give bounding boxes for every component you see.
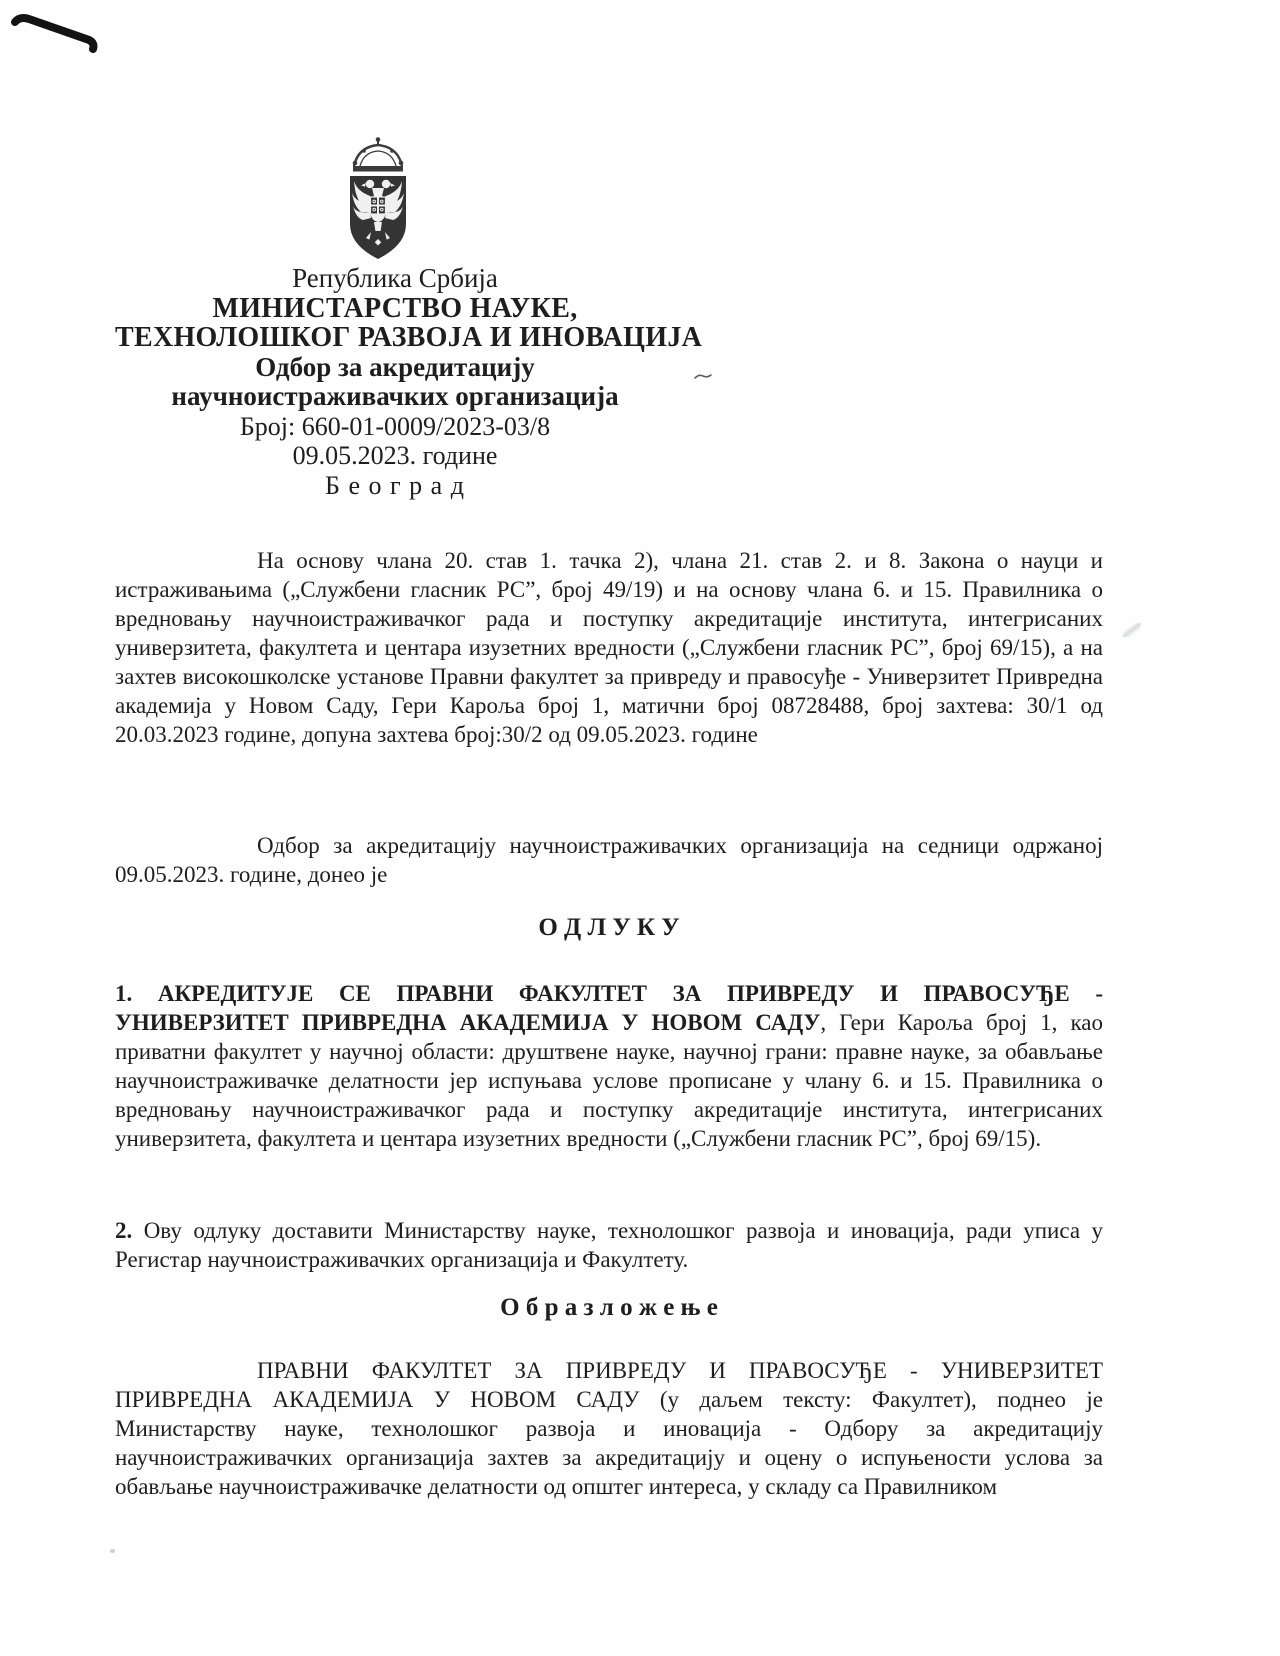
scan-speck-artifact — [110, 1549, 115, 1553]
serbia-coat-of-arms-icon — [344, 136, 412, 266]
country-name: Република Србија — [292, 263, 498, 293]
item1-accredited-entity: 1. АКРЕДИТУЈЕ СЕ ПРАВНИ ФАКУЛТЕТ ЗА ПРИВРЕДУ И ПРАВОСУЂЕ - УНИВЕРЗИТЕТ ПРИВРЕДНА АКАДЕМИЈА У НОВОМ САДУ — [115, 981, 1103, 1035]
paragraph-session: Одбор за акредитацију научноистраживачких организација на седници одржаној 09.05.2023. године, донео је — [115, 833, 1103, 887]
pen-stroke-artifact — [8, 12, 104, 58]
city-name: Б е о г р а д — [325, 470, 465, 500]
letterhead — [115, 263, 703, 500]
paragraph-decision-item1 — [115, 979, 1103, 1153]
case-number: Број: 660-01-0009/2023-03/8 — [239, 411, 551, 441]
committee-name-line2: научноистраживачких организација — [171, 381, 619, 411]
paragraph-decision-item2 — [115, 1216, 1103, 1274]
item2-text: Ову одлуку доставити Министарству науке, технолошког развоја и иновација, ради уписа у Регистар научноистраживачких организација и Факултету. — [115, 1218, 1103, 1272]
item1-text: , Гери Кароља број 1, као приватни факултет у научној области: друштвене науке, научној грани: правне науке, за обављање научноистраживачке делатности јер испуњава услове прописане у члану 6. и 15. Правилника о вредновању научноистраживачког рада и поступку акредитације института, интегрисаних универзитета, факултета и центара изузетних вредности („Службени гласник РС”, број 69/15). — [115, 1010, 1103, 1151]
paragraph-legal-basis: На основу члана 20. став 1. тачка 2), члана 21. став 2. и 8. Закона о науци и истраживањима („Службени гласник РС”, број 49/19) и на основу члана 6. и 15. Правилника о вредновању научноистраживачког рада и поступку акредитације института, интегрисаних универзитета, факултета и центара изузетних вредности („Службени гласник РС”, број 69/15), а на захтев високошколске установе Правни факултет за привреду и правосуђе - Универзитет Привредна академија у Новом Саду, Гери Кароља број 1, матични број 08728488, број захтева: 30/1 од 20.03.2023 године, допуна захтева број:30/2 од 09.05.2023. године — [115, 548, 1103, 747]
rationale-heading: О б р а з л о ж е њ е — [500, 1294, 718, 1321]
document-date: 09.05.2023. године — [292, 441, 498, 470]
scan-smudge-artifact — [1123, 621, 1141, 639]
scan-dash-artifact — [694, 371, 714, 383]
item2-number: 2. — [115, 1218, 133, 1243]
committee-name-line1: Одбор за акредитацију — [255, 351, 535, 382]
ministry-name-line2: ТЕХНОЛОШКОГ РАЗВОЈА И ИНОВАЦИЈА — [115, 322, 703, 353]
decision-heading: О Д Л У К У — [538, 914, 680, 941]
paragraph-rationale: ПРАВНИ ФАКУЛТЕТ ЗА ПРИВРЕДУ И ПРАВОСУЂЕ - УНИВЕРЗИТЕТ ПРИВРЕДНА АКАДЕМИЈА У НОВОМ САДУ (у даљем тексту: Факултет), поднео је Министарству науке, технолошког развоја и иновација - Одбору за акредитацију научноистраживачких организација захтев за акредитацију и оцену о испуњености услова за обављање научноистраживачке делатности од општег интереса, у складу са Правилником — [115, 1358, 1103, 1499]
ministry-name-line1: МИНИСТАРСТВО НАУКЕ, — [212, 292, 578, 324]
